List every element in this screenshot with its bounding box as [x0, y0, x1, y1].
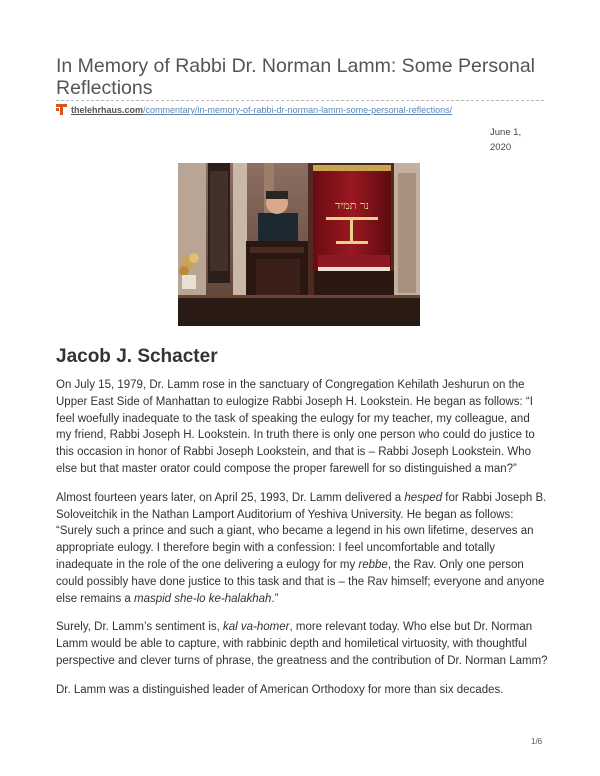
paragraph-3: Surely, Dr. Lamm’s sentiment is, kal va-homer, more relevant today. Who else but Dr. Norman Lamm would be able to capture, with rabbinic depth and homiletical virtuosity, with thoughtful perspective and clever turns of phrase, the greatness and the contribution of Dr. Norman Lamm?	[56, 621, 548, 667]
publish-date	[490, 125, 521, 155]
source-domain[interactable]: thelehrhaus.com	[71, 105, 144, 115]
paragraph-2: Almost fourteen years later, on April 25, 1993, Dr. Lamm delivered a hesped for Rabbi Joseph B. Soloveitchik in the Nathan Lamport Auditorium of Yeshiva University. He began as follows: “Surely such a prince and such a giant, who became a legend in his own lifetime, deserves an appropriate eulogy. I therefore begin with a confession: I feel uncomfortable and totally inadequate in the role of the one delivering a eulogy for my rebbe, the Rav. Only one person could possibly have done justice to this task and that is – the Rav himself; everyone and anyone else remains a maspid she-lo ke-halakhah.”	[56, 491, 547, 605]
italic-term: kal va-homer	[223, 621, 290, 634]
italic-term: hesped	[404, 491, 443, 504]
article-photo	[178, 163, 420, 326]
source-link[interactable]	[56, 104, 452, 115]
date-line-2: 2020	[490, 142, 512, 153]
source-path[interactable]: /commentary/in-memory-of-rabbi-dr-norman-lamm-some-personal-reflections/	[143, 105, 453, 115]
italic-term: rebbe	[358, 558, 388, 571]
article-title: In Memory of Rabbi Dr. Norman Lamm: Some Personal Reflections	[56, 55, 536, 99]
paragraph-1: On July 15, 1979, Dr. Lamm rose in the sanctuary of Congregation Kehilath Jeshurun on the Upper East Side of Manhattan to eulogize Rabbi Joseph H. Lookstein. He began as follows: “I feel woefully inadequate to the task of speaking the eulogy for my teacher, my colleague, and my friend, Rabbi Joseph H. Lookstein. In truth there is only one person who could do justice to this occasion in honor of Rabbi Joseph Lookstein, and that is – Rabbi Joseph Lookstein. Who else but that master orator could compose the proper farewell for so distinguished a man?”	[56, 379, 535, 475]
date-line-1: June 1,	[490, 127, 522, 138]
article-body	[56, 377, 548, 711]
author-name: Jacob J. Schacter	[56, 346, 218, 367]
ark-lettering: נר תמיד	[335, 199, 369, 212]
title-divider	[56, 100, 544, 101]
paragraph-4: Dr. Lamm was a distinguished leader of American Orthodoxy for more than six decades.	[56, 683, 504, 696]
site-favicon-icon	[56, 104, 67, 115]
page-number: 1/6	[531, 737, 543, 746]
italic-term: maspid she-lo ke-halakhah	[133, 592, 272, 605]
